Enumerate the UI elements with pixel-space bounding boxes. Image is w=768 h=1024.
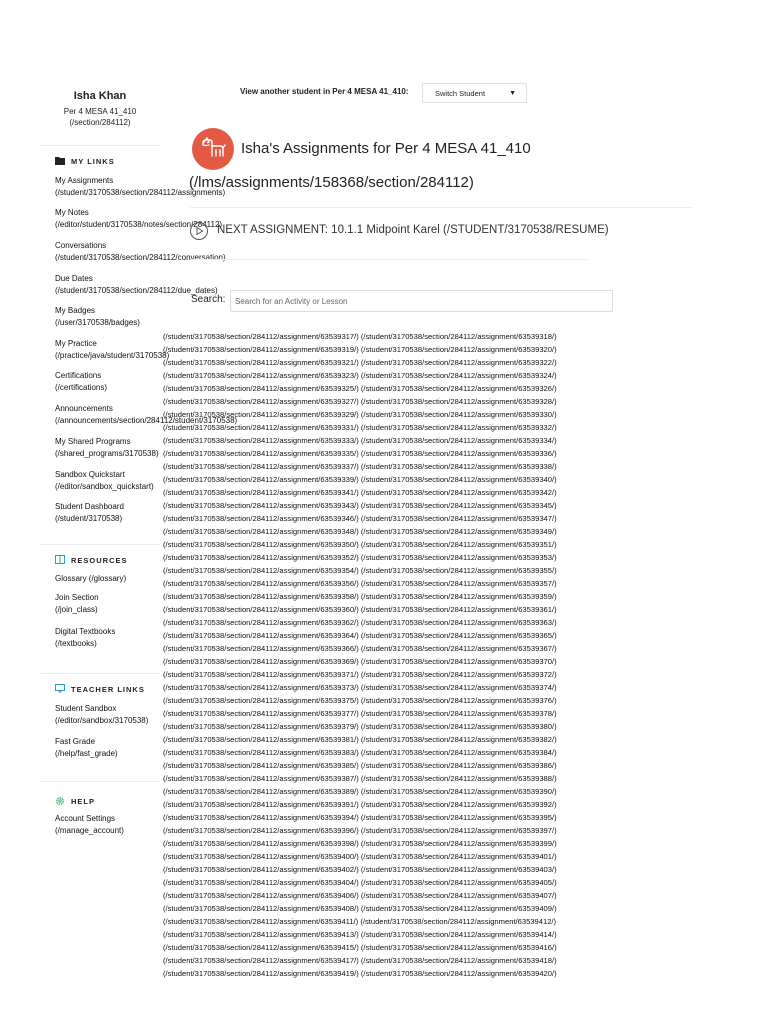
assignment-link[interactable]: (/student/3170538/section/284112/assignment/63539370/) [360,657,557,666]
assignment-row [163,577,618,590]
page-title-link[interactable]: (/lms/assignments/158368/section/284112) [189,174,474,191]
assignment-link[interactable]: (/student/3170538/section/284112/assignment/63539348/) [163,527,361,536]
assignment-link[interactable]: (/student/3170538/section/284112/assignment/63539377/) [163,709,361,718]
view-another-student-label: View another student in Per 4 MESA 41_410: [240,87,409,96]
sidebar-item-conversations[interactable]: Conversations (/student/3170538/section/284112/conversation) [55,241,226,262]
assignment-row [163,356,618,369]
assignment-list [163,330,618,980]
assignment-link[interactable]: (/student/3170538/section/284112/assignment/63539364/) [163,631,361,640]
sidebar-divider [40,781,160,782]
assignment-row [163,707,618,720]
assignment-link[interactable]: (/student/3170538/section/284112/assignment/63539394/) [163,813,361,822]
assignment-row [163,655,618,668]
assignment-link[interactable]: (/student/3170538/section/284112/assignment/63539357/) [360,579,557,588]
student-section: Per 4 MESA 41_410 [63,107,137,116]
assignment-link[interactable]: (/student/3170538/section/284112/assignment/63539404/) [163,878,361,887]
assignment-row [163,889,618,902]
sidebar-item-my-notes[interactable]: My Notes (/editor/student/3170538/notes/section/284112) [55,208,223,229]
assignment-link[interactable]: (/student/3170538/section/284112/assignment/63539371/) [163,670,361,679]
assignment-row [163,954,618,967]
assignment-row [163,447,618,460]
caret-down-icon: ▼ [509,90,516,97]
assignment-link[interactable]: (/student/3170538/section/284112/assignment/63539345/) [360,501,557,510]
student-profile [55,90,145,128]
search-input[interactable] [230,290,613,312]
assignment-link[interactable]: (/student/3170538/section/284112/assignment/63539406/) [163,891,361,900]
assignment-link[interactable]: (/student/3170538/section/284112/assignment/63539331/) [163,423,361,432]
assignment-link[interactable]: (/student/3170538/section/284112/assignment/63539402/) [163,865,361,874]
assignment-row [163,382,618,395]
sidebar-item-join-section[interactable]: Join Section (/join_class) [55,593,99,614]
assignment-row [163,642,618,655]
assignment-row [163,395,618,408]
assignment-row [163,720,618,733]
assignment-row [163,512,618,525]
assignment-link[interactable]: (/student/3170538/section/284112/assignment/63539415/) [163,943,361,952]
assignment-link[interactable]: (/student/3170538/section/284112/assignment/63539318/) [360,332,557,341]
assignment-link[interactable]: (/student/3170538/section/284112/assignment/63539413/) [163,930,361,939]
next-assignment-divider [190,259,588,260]
assignment-link[interactable]: (/student/3170538/section/284112/assignment/63539388/) [360,774,557,783]
sidebar-item-student-sandbox[interactable]: Student Sandbox (/editor/sandbox/3170538) [55,704,149,725]
assignment-row [163,798,618,811]
assignment-link[interactable]: (/student/3170538/section/284112/assignment/63539401/) [360,852,557,861]
assignment-row [163,525,618,538]
assignment-link[interactable]: (/student/3170538/section/284112/assignment/63539379/) [163,722,361,731]
avatar [192,128,234,170]
assignment-link[interactable]: (/student/3170538/section/284112/assignment/63539380/) [360,722,557,731]
assignment-row [163,837,618,850]
assignment-link[interactable]: (/student/3170538/section/284112/assignment/63539319/) [163,345,361,354]
assignment-link[interactable]: (/student/3170538/section/284112/assignment/63539325/) [163,384,361,393]
assignment-link[interactable]: (/student/3170538/section/284112/assignment/63539405/) [360,878,557,887]
assignment-link[interactable]: (/student/3170538/section/284112/assignment/63539367/) [360,644,557,653]
assignment-link[interactable]: (/student/3170538/section/284112/assignment/63539320/) [360,345,557,354]
assignment-link[interactable]: (/student/3170538/section/284112/assignment/63539324/) [360,371,557,380]
assignment-row [163,928,618,941]
assignment-link[interactable]: (/student/3170538/section/284112/assignment/63539387/) [163,774,361,783]
assignment-row [163,876,618,889]
sidebar-item-my-shared-programs[interactable]: My Shared Programs (/shared_programs/3170538) [55,437,159,458]
assignment-link[interactable]: (/student/3170538/section/284112/assignment/63539342/) [360,488,557,497]
assignment-link[interactable]: (/student/3170538/section/284112/assignment/63539374/) [360,683,557,692]
assignment-link[interactable]: (/student/3170538/section/284112/assignment/63539375/) [163,696,361,705]
teacher-icon [55,684,65,694]
header-divider [190,207,692,208]
assignment-link[interactable]: (/student/3170538/section/284112/assignment/63539359/) [360,592,557,601]
sidebar-item-my-practice[interactable]: My Practice (/practice/java/student/3170538) [55,339,170,360]
assignment-row [163,915,618,928]
assignment-link[interactable]: (/student/3170538/section/284112/assignment/63539360/) [163,605,361,614]
sidebar-heading-teacher-links [55,684,145,694]
switch-student-dropdown[interactable] [422,83,527,103]
assignment-link[interactable]: (/student/3170538/section/284112/assignment/63539417/) [163,956,361,965]
assignment-row [163,616,618,629]
assignment-row [163,369,618,382]
search-label: Search: [191,294,226,305]
assignment-row [163,343,618,356]
assignment-link[interactable]: (/student/3170538/section/284112/assignment/63539409/) [360,904,557,913]
assignment-row [163,408,618,421]
sidebar-item-fast-grade[interactable]: Fast Grade (/help/fast_grade) [55,737,118,758]
assignment-link[interactable]: (/student/3170538/section/284112/assignment/63539372/) [360,670,557,679]
assignment-row [163,486,618,499]
sidebar-item-announcements[interactable]: Announcements (/announcements/section/284112/student/3170538) [55,404,238,425]
dog-icon [200,136,226,163]
assignment-link[interactable]: (/student/3170538/section/284112/assignment/63539407/) [360,891,557,900]
assignment-link[interactable]: (/student/3170538/section/284112/assignment/63539381/) [163,735,361,744]
assignment-link[interactable]: (/student/3170538/section/284112/assignment/63539361/) [360,605,557,614]
assignment-link[interactable]: (/student/3170538/section/284112/assignment/63539337/) [163,462,361,471]
assignment-link[interactable]: (/student/3170538/section/284112/assignment/63539369/) [163,657,361,666]
assignment-row [163,681,618,694]
assignment-row [163,785,618,798]
assignment-link[interactable]: (/student/3170538/section/284112/assignment/63539383/) [163,748,361,757]
assignment-link[interactable]: (/student/3170538/section/284112/assignment/63539347/) [360,514,557,523]
assignment-link[interactable]: (/student/3170538/section/284112/assignment/63539395/) [360,813,557,822]
sidebar-heading-help [55,796,95,806]
sidebar-divider [40,544,160,545]
assignment-row [163,733,618,746]
assignment-link[interactable]: (/student/3170538/section/284112/assignment/63539332/) [360,423,557,432]
sidebar-item-account-settings[interactable]: Account Settings (/manage_account) [55,814,124,835]
assignment-row [163,772,618,785]
assignment-link[interactable]: (/student/3170538/section/284112/assignment/63539346/) [163,514,361,523]
assignment-row [163,824,618,837]
assignment-row [163,850,618,863]
sidebar-item-my-badges[interactable]: My Badges (/user/3170538/badges) [55,306,140,327]
assignment-link[interactable]: (/student/3170538/section/284112/assignment/63539408/) [163,904,361,913]
sidebar-item-sandbox-quickstart[interactable]: Sandbox Quickstart (/editor/sandbox_quickstart) [55,470,154,491]
assignment-row [163,473,618,486]
sidebar-item-student-dashboard[interactable]: Student Dashboard (/student/3170538) [55,502,124,523]
assignment-row [163,941,618,954]
assignment-link[interactable]: (/student/3170538/section/284112/assignment/63539334/) [360,436,557,445]
assignment-link[interactable]: (/student/3170538/section/284112/assignment/63539386/) [360,761,557,770]
assignment-link[interactable]: (/student/3170538/section/284112/assignment/63539339/) [163,475,361,484]
assignment-link[interactable]: (/student/3170538/section/284112/assignment/63539419/) [163,969,361,978]
assignment-row [163,629,618,642]
assignment-row [163,538,618,551]
assignment-row [163,603,618,616]
sidebar-heading-label: MY LINKS [71,156,115,166]
assignment-link[interactable]: (/student/3170538/section/284112/assignment/63539326/) [360,384,557,393]
assignment-link[interactable]: (/student/3170538/section/284112/assignment/63539341/) [163,488,361,497]
sidebar-item-glossary[interactable]: Glossary (/glossary) [55,574,127,583]
gear-icon [55,796,65,806]
assignment-link[interactable]: (/student/3170538/section/284112/assignment/63539418/) [360,956,557,965]
assignment-link[interactable]: (/student/3170538/section/284112/assignment/63539330/) [360,410,557,419]
assignment-link[interactable]: (/student/3170538/section/284112/assignment/63539338/) [360,462,557,471]
student-name: Isha Khan [73,90,127,102]
assignment-link[interactable]: (/student/3170538/section/284112/assignment/63539414/) [360,930,557,939]
assignment-link[interactable]: (/student/3170538/section/284112/assignment/63539382/) [360,735,557,744]
assignment-link[interactable]: (/student/3170538/section/284112/assignment/63539322/) [360,358,557,367]
sidebar-heading-resources [55,555,128,565]
assignment-row [163,759,618,772]
assignment-link[interactable]: (/student/3170538/section/284112/assignment/63539403/) [360,865,557,874]
assignment-row [163,902,618,915]
assignment-link[interactable]: (/student/3170538/section/284112/assignment/63539378/) [360,709,557,718]
assignment-link[interactable]: (/student/3170538/section/284112/assignment/63539336/) [360,449,557,458]
assignment-link[interactable]: (/student/3170538/section/284112/assignment/63539354/) [163,566,361,575]
assignment-link[interactable]: (/student/3170538/section/284112/assignment/63539373/) [163,683,361,692]
assignment-link[interactable]: (/student/3170538/section/284112/assignment/63539376/) [360,696,557,705]
sidebar-item-my-assignments[interactable]: My Assignments (/student/3170538/section/284112/assignments) [55,176,226,197]
assignment-row [163,694,618,707]
assignment-link[interactable]: (/student/3170538/section/284112/assignment/63539385/) [163,761,361,770]
assignment-link[interactable]: (/student/3170538/section/284112/assignment/63539351/) [360,540,557,549]
assignment-link[interactable]: (/student/3170538/section/284112/assignment/63539412/) [360,917,557,926]
assignment-row [163,668,618,681]
assignment-link[interactable]: (/student/3170538/section/284112/assignment/63539399/) [360,839,557,848]
assignment-row [163,590,618,603]
assignment-link[interactable]: (/student/3170538/section/284112/assignment/63539323/) [163,371,361,380]
book-icon [55,555,65,565]
sidebar-heading-my-links [55,156,115,166]
assignment-link[interactable]: (/student/3170538/section/284112/assignment/63539416/) [360,943,557,952]
assignment-link[interactable]: (/student/3170538/section/284112/assignment/63539400/) [163,852,361,861]
assignment-row [163,967,618,980]
assignment-row [163,499,618,512]
folder-icon [55,156,65,166]
assignment-link[interactable]: (/student/3170538/section/284112/assignment/63539384/) [360,748,557,757]
assignment-link[interactable]: (/student/3170538/section/284112/assignment/63539335/) [163,449,361,458]
assignment-link[interactable]: (/student/3170538/section/284112/assignment/63539397/) [360,826,557,835]
assignment-link[interactable]: (/student/3170538/section/284112/assignment/63539363/) [360,618,557,627]
sidebar-divider [40,145,160,146]
assignment-row [163,863,618,876]
assignment-link[interactable]: (/student/3170538/section/284112/assignment/63539420/) [360,969,557,978]
assignment-link[interactable]: (/student/3170538/section/284112/assignment/63539390/) [360,787,557,796]
assignment-link[interactable]: (/student/3170538/section/284112/assignment/63539398/) [163,839,361,848]
assignment-link[interactable]: (/student/3170538/section/284112/assignment/63539350/) [163,540,361,549]
sidebar-heading-label: TEACHER LINKS [71,684,145,694]
assignment-link[interactable]: (/student/3170538/section/284112/assignment/63539391/) [163,800,361,809]
assignment-link[interactable]: (/student/3170538/section/284112/assignment/63539366/) [163,644,361,653]
assignment-row [163,434,618,447]
assignment-link[interactable]: (/student/3170538/section/284112/assignment/63539352/) [163,553,361,562]
assignment-row [163,564,618,577]
assignment-link[interactable]: (/student/3170538/section/284112/assignment/63539392/) [360,800,557,809]
assignment-link[interactable]: (/student/3170538/section/284112/assignment/63539358/) [163,592,361,601]
sidebar-item-due-dates[interactable]: Due Dates (/student/3170538/section/284112/due_dates) [55,274,218,295]
assignment-link[interactable]: (/student/3170538/section/284112/assignment/63539340/) [360,475,557,484]
assignment-row [163,460,618,473]
sidebar-item-digital-textbooks[interactable]: Digital Textbooks (/textbooks) [55,627,116,648]
switch-student-label: Switch Student [435,88,486,98]
sidebar-item-certifications[interactable]: Certifications (/certifications) [55,371,108,392]
assignment-row [163,746,618,759]
assignment-link[interactable]: (/student/3170538/section/284112/assignment/63539353/) [360,553,557,562]
assignment-link[interactable]: (/student/3170538/section/284112/assignment/63539317/) [163,332,361,341]
assignment-link[interactable]: (/student/3170538/section/284112/assignment/63539321/) [163,358,361,367]
play-circle-icon[interactable] [189,221,209,246]
assignment-row [163,330,618,343]
assignment-row [163,811,618,824]
assignment-link[interactable]: (/student/3170538/section/284112/assignment/63539365/) [360,631,557,640]
assignment-link[interactable]: (/student/3170538/section/284112/assignment/63539343/) [163,501,361,510]
assignment-link[interactable]: (/student/3170538/section/284112/assignment/63539329/) [163,410,361,419]
assignment-link[interactable]: (/student/3170538/section/284112/assignment/63539389/) [163,787,361,796]
assignment-link[interactable]: (/student/3170538/section/284112/assignment/63539356/) [163,579,361,588]
assignment-row [163,421,618,434]
assignment-link[interactable]: (/student/3170538/section/284112/assignment/63539328/) [360,397,557,406]
assignment-link[interactable]: (/student/3170538/section/284112/assignment/63539411/) [163,917,361,926]
assignment-row [163,551,618,564]
assignment-link[interactable]: (/student/3170538/section/284112/assignment/63539396/) [163,826,361,835]
assignment-link[interactable]: (/student/3170538/section/284112/assignment/63539327/) [163,397,361,406]
sidebar-heading-label: RESOURCES [71,555,128,565]
sidebar-divider [40,673,160,674]
student-section-link[interactable]: (/section/284112) [69,118,131,127]
page-title: Isha's Assignments for Per 4 MESA 41_410 [241,140,531,157]
sidebar-heading-label: HELP [71,796,96,806]
assignment-link[interactable]: (/student/3170538/section/284112/assignment/63539362/) [163,618,361,627]
sidebar [55,90,175,128]
next-assignment-link[interactable]: NEXT ASSIGNMENT: 10.1.1 Midpoint Karel (/STUDENT/3170538/RESUME) [217,224,609,236]
assignment-link[interactable]: (/student/3170538/section/284112/assignment/63539349/) [360,527,557,536]
assignment-link[interactable]: (/student/3170538/section/284112/assignment/63539333/) [163,436,361,445]
assignment-link[interactable]: (/student/3170538/section/284112/assignment/63539355/) [360,566,557,575]
